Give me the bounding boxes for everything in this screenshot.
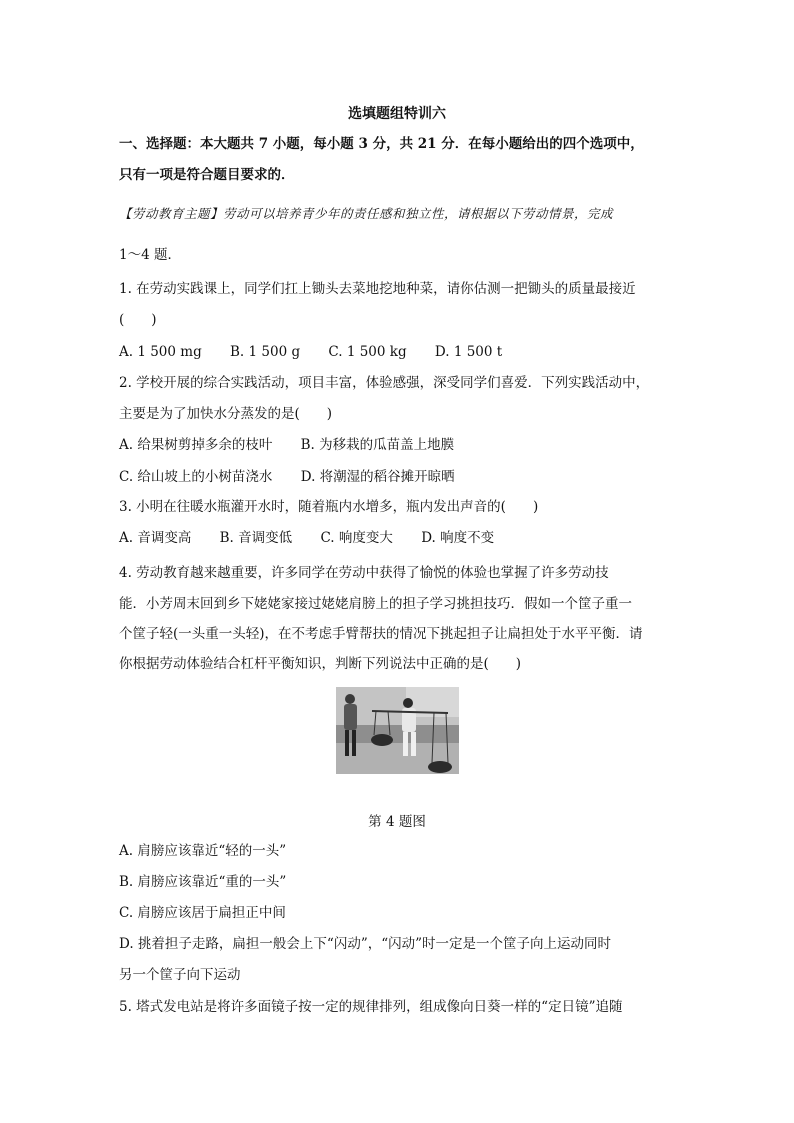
- question-3-stem: 3. 小明在往暖水瓶灌开水时，随着瓶内水增多，瓶内发出声音的( ): [119, 499, 539, 515]
- question-2-stem-cont: 主要是为了加快水分蒸发的是( ): [119, 406, 333, 422]
- question-4-stem-line2: 能．小芳周末回到乡下姥姥家接过姥姥肩膀上的担子学习挑担技巧．假如一个筐子重一: [119, 596, 632, 612]
- section-heading-line1: 一、选择题：本大题共 7 小题，每小题 3 分，共 21 分．在每小题给出的四个选项中，: [119, 136, 644, 152]
- q1-option-c: C. 1 500 kg: [328, 344, 407, 360]
- question-2-options-ab: [119, 436, 679, 454]
- q1-option-d: D. 1 500 t: [434, 344, 503, 360]
- question-4-option-c: C. 肩膀应该居于扁担正中间: [119, 905, 286, 921]
- question-4-option-d-line1: D. 挑着担子走路，扁担一般会上下“闪动”，“闪动”时一定是一个筐子向上运动同时: [119, 936, 612, 952]
- question-1-options: [119, 343, 679, 361]
- section-heading-line2: 只有一项是符合题目要求的．: [119, 167, 295, 183]
- figure-caption: 第 4 题图: [368, 814, 426, 830]
- question-1-stem: 1. 在劳动实践课上，同学们扛上锄头去菜地挖地种菜，请你估测一把锄头的质量最接近: [119, 281, 636, 297]
- q3-option-c: C. 响度变大: [320, 530, 393, 546]
- question-4-stem-line1: 4. 劳动教育越来越重要，许多同学在劳动中获得了愉悦的体验也掌握了许多劳动技: [119, 565, 609, 581]
- page-title: 选填题组特训六: [348, 106, 446, 122]
- q2-option-d: D. 将潮湿的稻谷摊开晾晒: [300, 469, 455, 485]
- question-3-options: [119, 529, 679, 547]
- carrying-pole-photo: [336, 687, 459, 774]
- question-4-stem-line3: 个筐子轻(一头重一头轻)，在不考虑手臂帮扶的情况下挑起担子让扁担处于水平平衡．请: [119, 626, 643, 642]
- question-4-option-b: B. 肩膀应该靠近“重的一头”: [119, 874, 287, 890]
- theme-intro-line1: 【劳动教育主题】劳动可以培养青少年的责任感和独立性，请根据以下劳动情景，完成: [119, 206, 614, 221]
- q2-option-a: A. 给果树剪掉多余的枝叶: [119, 437, 273, 453]
- theme-intro-line2: 1～4 题．: [119, 247, 181, 263]
- question-1-bracket: ( ): [119, 312, 157, 328]
- question-4-option-d-line2: 另一个筐子向下运动: [119, 967, 241, 983]
- q3-option-b: B. 音调变低: [219, 530, 293, 546]
- q1-option-b: B. 1 500 g: [230, 344, 301, 360]
- question-5-stem: 5. 塔式发电站是将许多面镜子按一定的规律排列，组成像向日葵一样的“定日镜”追随: [119, 999, 623, 1015]
- q3-option-a: A. 音调变高: [119, 530, 192, 546]
- question-2-stem: 2. 学校开展的综合实践活动，项目丰富，体验感强，深受同学们喜爱．下列实践活动中，: [119, 375, 650, 391]
- question-4-option-a: A. 肩膀应该靠近“轻的一头”: [119, 843, 287, 859]
- question-4-stem-line4: 你根据劳动体验结合杠杆平衡知识，判断下列说法中正确的是( ): [119, 656, 522, 672]
- q2-option-c: C. 给山坡上的小树苗浇水: [119, 469, 273, 485]
- q2-option-b: B. 为移栽的瓜苗盖上地膜: [300, 437, 455, 453]
- q1-option-a: A. 1 500 mg: [119, 344, 202, 360]
- question-2-options-cd: [119, 468, 679, 486]
- q3-option-d: D. 响度不变: [421, 530, 495, 546]
